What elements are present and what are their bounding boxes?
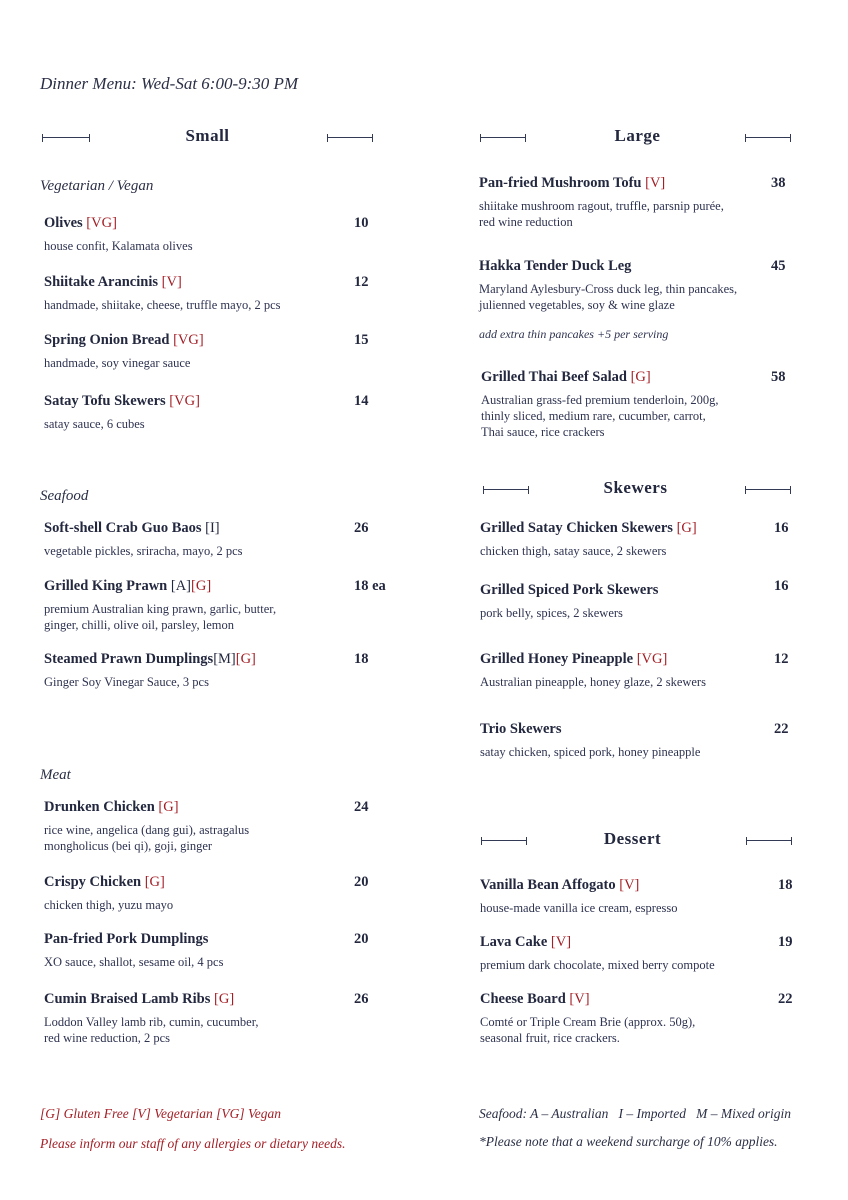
item-description: Australian pineapple, honey glaze, 2 skewers xyxy=(480,675,706,689)
origin-tag: [I] xyxy=(205,520,220,536)
item-name: Grilled King Prawn xyxy=(44,578,168,594)
divider-left xyxy=(42,137,90,146)
dietary-tag: [V] xyxy=(645,175,666,191)
item-price: 26 xyxy=(354,991,369,1007)
item-name: Hakka Tender Duck Leg xyxy=(479,258,632,274)
item-description: handmade, soy vinegar sauce xyxy=(44,356,191,370)
item-description: rice wine, angelica (dang gui), astragalus mongholicus (bei qi), goji, ginger xyxy=(44,823,250,853)
menu-item-olives xyxy=(44,215,404,254)
item-description: premium dark chocolate, mixed berry compote xyxy=(480,958,715,972)
item-price: 45 xyxy=(771,258,786,274)
item-name: Trio Skewers xyxy=(480,721,562,737)
dietary-tag: [G] xyxy=(235,651,256,667)
category-vegetarian-vegan: Vegetarian / Vegan xyxy=(40,178,154,194)
menu-item-crab-guo-baos xyxy=(44,520,404,559)
divider-left xyxy=(483,489,529,498)
item-price: 18 xyxy=(354,651,369,667)
dietary-tag: [G] xyxy=(676,520,697,536)
item-description: premium Australian king prawn, garlic, butter, ginger, chilli, olive oil, parsley, lemon xyxy=(44,602,277,632)
item-name: Steamed Prawn Dumplings xyxy=(44,651,214,667)
dietary-tag: [G] xyxy=(158,799,179,815)
item-description: Loddon Valley lamb rib, cumin, cucumber, red wine reduction, 2 pcs xyxy=(44,1015,259,1045)
origin-tag: [A] xyxy=(170,578,192,594)
menu-item-cheese-board xyxy=(480,991,840,1046)
category-meat: Meat xyxy=(40,767,71,783)
item-description: Ginger Soy Vinegar Sauce, 3 pcs xyxy=(44,675,209,689)
item-description: shiitake mushroom ragout, truffle, parsnip purée, red wine reduction xyxy=(479,199,724,229)
item-price: 19 xyxy=(778,934,793,950)
item-description: chicken thigh, yuzu mayo xyxy=(44,898,174,912)
item-price: 24 xyxy=(354,799,369,815)
item-note: add extra thin pancakes +5 per serving xyxy=(479,327,669,341)
section-title-large: Large xyxy=(614,126,661,145)
item-description: Maryland Aylesbury-Cross duck leg, thin pancakes, julienned vegetables, soy & wine glaze xyxy=(479,282,738,312)
dietary-tag: [V] xyxy=(161,274,182,290)
category-seafood: Seafood xyxy=(40,488,89,504)
menu-item-pork-dumplings xyxy=(44,931,404,970)
item-name-row xyxy=(481,369,841,386)
menu-item-honey-pineapple xyxy=(480,651,840,690)
item-name-row xyxy=(44,578,404,595)
item-description: Comté or Triple Cream Brie (approx. 50g), seasonal fruit, rice crackers. xyxy=(480,1015,696,1045)
dietary-tag: [VG] xyxy=(169,393,200,409)
item-price: 15 xyxy=(354,332,369,348)
section-title-dessert: Dessert xyxy=(603,829,662,848)
divider-right xyxy=(745,137,791,146)
menu-header: Dinner Menu: Wed-Sat 6:00-9:30 PM xyxy=(40,74,299,93)
item-description: satay chicken, spiced pork, honey pineapple xyxy=(480,745,701,759)
item-description: house-made vanilla ice cream, espresso xyxy=(480,901,678,915)
menu-item-grilled-king-prawn xyxy=(44,578,404,633)
dietary-tag: [VG] xyxy=(636,651,668,667)
item-description: XO sauce, shallot, sesame oil, 4 pcs xyxy=(44,955,224,969)
item-price: 12 xyxy=(774,651,789,667)
dietary-tag: [V] xyxy=(550,934,572,950)
item-price: 18 ea xyxy=(354,578,386,594)
divider-left xyxy=(481,840,527,849)
divider-right xyxy=(327,137,373,146)
menu-item-spring-onion-bread xyxy=(44,332,404,371)
dietary-tag: [G] xyxy=(630,369,651,385)
item-name: Shiitake Arancinis xyxy=(44,274,159,290)
item-name: Soft-shell Crab Guo Baos xyxy=(44,520,202,536)
dietary-tag: [G] xyxy=(214,991,235,1007)
menu-item-shiitake-arancinis xyxy=(44,274,404,313)
item-price: 12 xyxy=(354,274,369,290)
item-name: Pan-fried Pork Dumplings xyxy=(44,931,209,947)
item-name: Crispy Chicken xyxy=(44,874,142,890)
item-description: pork belly, spices, 2 skewers xyxy=(480,606,623,620)
section-title-small: Small xyxy=(185,126,230,145)
item-description: satay sauce, 6 cubes xyxy=(44,417,145,431)
dietary-legend: [G] Gluten Free [V] Vegetarian [VG] Vegan xyxy=(40,1106,281,1121)
item-name: Grilled Thai Beef Salad xyxy=(481,369,627,385)
item-name: Spring Onion Bread xyxy=(44,332,170,348)
menu-item-duck-leg xyxy=(479,258,839,342)
item-name: Vanilla Bean Affogato xyxy=(480,877,616,893)
divider-right xyxy=(745,489,791,498)
item-name: Drunken Chicken xyxy=(44,799,155,815)
item-price: 16 xyxy=(774,520,789,536)
item-description: vegetable pickles, sriracha, mayo, 2 pcs xyxy=(44,544,243,558)
item-description: Australian grass-fed premium tenderloin, 200g, thinly sliced, medium rare, cucumber, carrot, Thai sauce, rice crackers xyxy=(481,393,719,439)
item-price: 14 xyxy=(354,393,369,409)
dietary-tag: [G] xyxy=(191,578,212,594)
item-name: Lava Cake xyxy=(480,934,548,950)
item-name-row xyxy=(44,215,404,232)
allergy-notice: Please inform our staff of any allergies or dietary needs. xyxy=(40,1136,346,1151)
origin-tag: [M] xyxy=(213,651,236,667)
dietary-tag: [G] xyxy=(144,874,165,890)
menu-item-satay-tofu-skewers xyxy=(44,393,404,432)
item-name-row xyxy=(44,332,404,349)
item-name: Cheese Board xyxy=(480,991,566,1007)
item-name: Cumin Braised Lamb Ribs xyxy=(44,991,211,1007)
item-price: 26 xyxy=(354,520,369,536)
divider-right xyxy=(746,840,792,849)
item-name: Satay Tofu Skewers xyxy=(44,393,166,409)
item-price: 10 xyxy=(354,215,369,231)
divider-left xyxy=(480,137,526,146)
seafood-origin-legend: Seafood: A – Australian I – Imported M – Mixed origin xyxy=(479,1106,791,1121)
item-price: 22 xyxy=(774,721,789,737)
item-price: 58 xyxy=(771,369,786,385)
section-title-skewers: Skewers xyxy=(603,478,668,497)
item-description: chicken thigh, satay sauce, 2 skewers xyxy=(480,544,667,558)
menu-item-mushroom-tofu xyxy=(479,175,839,230)
menu-item-vanilla-affogato xyxy=(480,877,840,916)
item-description: house confit, Kalamata olives xyxy=(44,239,193,253)
menu-item-drunken-chicken xyxy=(44,799,404,854)
item-name-row xyxy=(44,991,404,1008)
item-name-row xyxy=(44,520,404,537)
dietary-tag: [VG] xyxy=(86,215,117,231)
item-name-row xyxy=(44,931,404,948)
item-name-row xyxy=(44,874,404,891)
menu-item-lamb-ribs xyxy=(44,991,404,1046)
item-price: 18 xyxy=(778,877,793,893)
item-name: Pan-fried Mushroom Tofu xyxy=(479,175,642,191)
item-name-row xyxy=(44,274,404,291)
item-name: Grilled Honey Pineapple xyxy=(480,651,634,667)
item-name: Olives xyxy=(44,215,83,231)
item-price: 22 xyxy=(778,991,793,1007)
menu-item-thai-beef-salad xyxy=(481,369,841,440)
menu-item-satay-chicken-skewers xyxy=(480,520,840,559)
item-name: Grilled Spiced Pork Skewers xyxy=(480,582,659,598)
item-price: 16 xyxy=(774,578,789,594)
item-name-row xyxy=(44,799,404,816)
menu-item-lava-cake xyxy=(480,934,840,973)
dietary-tag: [V] xyxy=(569,991,590,1007)
menu-item-spiced-pork-skewers xyxy=(480,578,840,621)
menu-item-trio-skewers xyxy=(480,721,840,760)
item-price: 20 xyxy=(354,874,369,890)
menu-item-steamed-prawn-dumplings xyxy=(44,651,404,690)
item-name: Grilled Satay Chicken Skewers xyxy=(480,520,673,536)
item-price: 38 xyxy=(771,175,786,191)
item-name-row xyxy=(44,393,404,410)
item-price: 20 xyxy=(354,931,369,947)
menu-item-crispy-chicken xyxy=(44,874,404,913)
dietary-tag: [V] xyxy=(619,877,640,893)
weekend-surcharge-notice: *Please note that a weekend surcharge of 10% applies. xyxy=(479,1134,778,1149)
item-description: handmade, shiitake, cheese, truffle mayo, 2 pcs xyxy=(44,298,281,312)
dietary-tag: [VG] xyxy=(173,332,204,348)
item-name-row xyxy=(44,651,404,668)
